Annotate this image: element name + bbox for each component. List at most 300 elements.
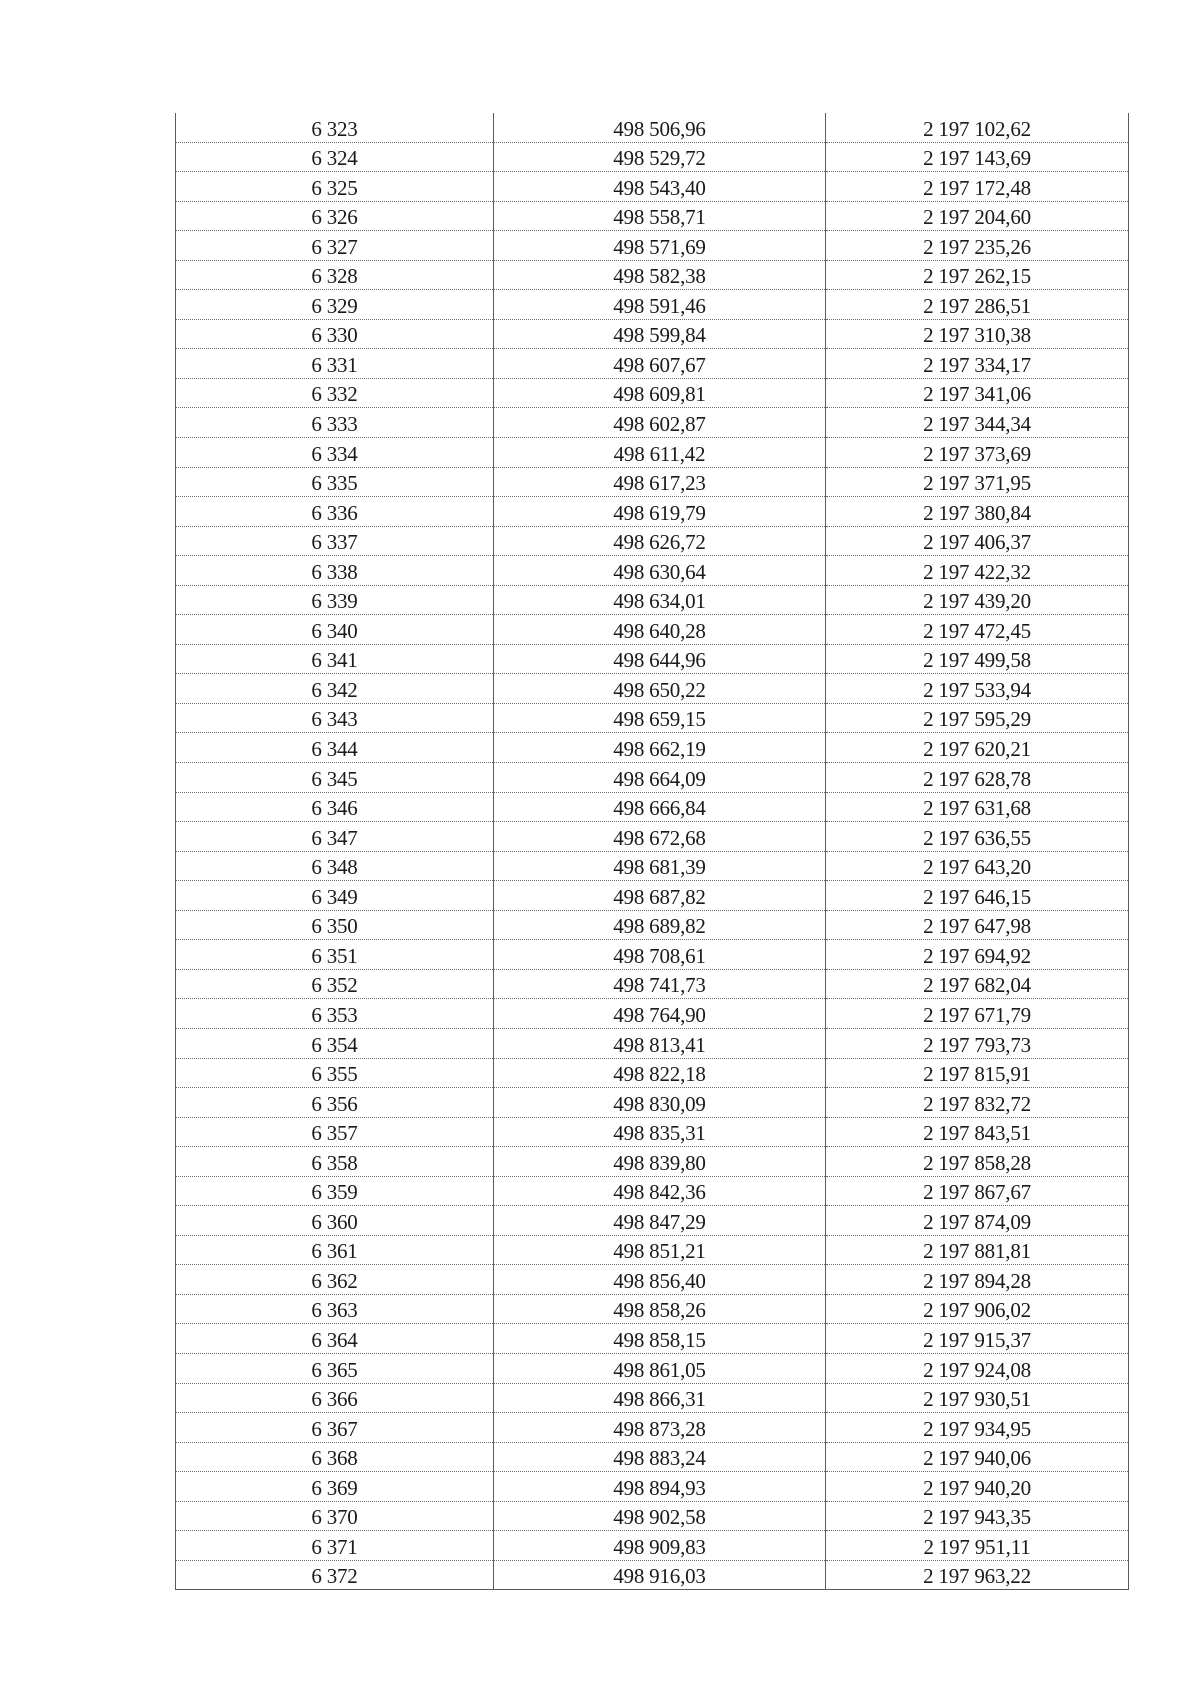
- point-number-cell: [176, 674, 494, 704]
- point-number-cell: [176, 201, 494, 231]
- point-number-value: 6 343: [311, 707, 358, 732]
- x-coordinate-cell: [494, 585, 826, 615]
- y-coordinate-value: 2 197 943,35: [923, 1505, 1031, 1530]
- y-coordinate-cell: [826, 497, 1129, 527]
- point-number-value: 6 349: [311, 884, 358, 909]
- y-coordinate-cell: [826, 467, 1129, 497]
- point-number-cell: [176, 822, 494, 852]
- y-coordinate-cell: [826, 615, 1129, 645]
- point-number-value: 6 323: [311, 116, 358, 141]
- y-coordinate-value: 2 197 874,09: [923, 1209, 1031, 1234]
- y-coordinate-cell: [826, 1058, 1129, 1088]
- y-coordinate-cell: [826, 792, 1129, 822]
- x-coordinate-cell: [494, 822, 826, 852]
- point-number-value: 6 330: [311, 323, 358, 348]
- x-coordinate-value: 498 626,72: [613, 530, 706, 555]
- y-coordinate-cell: [826, 1501, 1129, 1531]
- x-coordinate-cell: [494, 319, 826, 349]
- point-number-cell: [176, 1383, 494, 1413]
- point-number-value: 6 329: [311, 293, 358, 318]
- x-coordinate-value: 498 916,03: [613, 1564, 706, 1589]
- y-coordinate-cell: [826, 999, 1129, 1029]
- point-number-value: 6 368: [311, 1446, 358, 1471]
- x-coordinate-cell: [494, 910, 826, 940]
- y-coordinate-value: 2 197 930,51: [923, 1387, 1031, 1412]
- y-coordinate-cell: [826, 1531, 1129, 1561]
- point-number-value: 6 332: [311, 382, 358, 407]
- point-number-cell: [176, 1560, 494, 1590]
- table-row: [176, 349, 1129, 379]
- y-coordinate-cell: [826, 556, 1129, 586]
- y-coordinate-value: 2 197 235,26: [923, 234, 1031, 259]
- table-row: [176, 763, 1129, 793]
- point-number-cell: [176, 408, 494, 438]
- y-coordinate-value: 2 197 647,98: [923, 914, 1031, 939]
- table-row: [176, 792, 1129, 822]
- x-coordinate-value: 498 609,81: [613, 382, 706, 407]
- x-coordinate-cell: [494, 1294, 826, 1324]
- point-number-value: 6 345: [311, 766, 358, 791]
- point-number-cell: [176, 792, 494, 822]
- point-number-cell: [176, 438, 494, 468]
- x-coordinate-value: 498 883,24: [613, 1446, 706, 1471]
- point-number-cell: [176, 1353, 494, 1383]
- x-coordinate-value: 498 839,80: [613, 1150, 706, 1175]
- y-coordinate-value: 2 197 380,84: [923, 500, 1031, 525]
- point-number-cell: [176, 851, 494, 881]
- point-number-cell: [176, 999, 494, 1029]
- point-number-value: 6 362: [311, 1268, 358, 1293]
- table-row: [176, 319, 1129, 349]
- y-coordinate-cell: [826, 763, 1129, 793]
- x-coordinate-cell: [494, 408, 826, 438]
- point-number-cell: [176, 1324, 494, 1354]
- x-coordinate-cell: [494, 378, 826, 408]
- table-row: [176, 1560, 1129, 1590]
- point-number-cell: [176, 290, 494, 320]
- y-coordinate-cell: [826, 1560, 1129, 1590]
- y-coordinate-cell: [826, 940, 1129, 970]
- y-coordinate-cell: [826, 1294, 1129, 1324]
- y-coordinate-cell: [826, 290, 1129, 320]
- y-coordinate-value: 2 197 406,37: [923, 530, 1031, 555]
- y-coordinate-cell: [826, 910, 1129, 940]
- y-coordinate-value: 2 197 924,08: [923, 1357, 1031, 1382]
- x-coordinate-cell: [494, 556, 826, 586]
- point-number-cell: [176, 763, 494, 793]
- x-coordinate-cell: [494, 172, 826, 202]
- x-coordinate-cell: [494, 644, 826, 674]
- point-number-value: 6 325: [311, 175, 358, 200]
- table-row: [176, 231, 1129, 261]
- point-number-value: 6 346: [311, 796, 358, 821]
- y-coordinate-value: 2 197 472,45: [923, 618, 1031, 643]
- x-coordinate-value: 498 630,64: [613, 559, 706, 584]
- x-coordinate-value: 498 847,29: [613, 1209, 706, 1234]
- table-row: [176, 1501, 1129, 1531]
- y-coordinate-value: 2 197 628,78: [923, 766, 1031, 791]
- point-number-value: 6 348: [311, 855, 358, 880]
- point-number-cell: [176, 585, 494, 615]
- y-coordinate-value: 2 197 310,38: [923, 323, 1031, 348]
- point-number-value: 6 344: [311, 737, 358, 762]
- x-coordinate-cell: [494, 615, 826, 645]
- point-number-cell: [176, 467, 494, 497]
- x-coordinate-value: 498 591,46: [613, 293, 706, 318]
- y-coordinate-value: 2 197 373,69: [923, 441, 1031, 466]
- table-row: [176, 378, 1129, 408]
- point-number-value: 6 359: [311, 1180, 358, 1205]
- y-coordinate-cell: [826, 1235, 1129, 1265]
- point-number-value: 6 336: [311, 500, 358, 525]
- table-row: [176, 497, 1129, 527]
- x-coordinate-cell: [494, 438, 826, 468]
- y-coordinate-cell: [826, 319, 1129, 349]
- x-coordinate-value: 498 529,72: [613, 146, 706, 171]
- point-number-cell: [176, 1265, 494, 1295]
- y-coordinate-cell: [826, 113, 1129, 142]
- point-number-cell: [176, 526, 494, 556]
- point-number-cell: [176, 1442, 494, 1472]
- point-number-cell: [176, 349, 494, 379]
- x-coordinate-value: 498 741,73: [613, 973, 706, 998]
- y-coordinate-value: 2 197 915,37: [923, 1327, 1031, 1352]
- point-number-cell: [176, 172, 494, 202]
- y-coordinate-cell: [826, 201, 1129, 231]
- x-coordinate-value: 498 506,96: [613, 116, 706, 141]
- x-coordinate-cell: [494, 231, 826, 261]
- y-coordinate-cell: [826, 644, 1129, 674]
- x-coordinate-cell: [494, 851, 826, 881]
- table-row: [176, 1383, 1129, 1413]
- table-row: [176, 1028, 1129, 1058]
- y-coordinate-value: 2 197 832,72: [923, 1091, 1031, 1116]
- table-row: [176, 910, 1129, 940]
- point-number-value: 6 338: [311, 559, 358, 584]
- y-coordinate-cell: [826, 260, 1129, 290]
- table-row: [176, 1353, 1129, 1383]
- y-coordinate-cell: [826, 881, 1129, 911]
- point-number-cell: [176, 1531, 494, 1561]
- x-coordinate-cell: [494, 703, 826, 733]
- x-coordinate-value: 498 666,84: [613, 796, 706, 821]
- x-coordinate-cell: [494, 763, 826, 793]
- table-row: [176, 1088, 1129, 1118]
- x-coordinate-value: 498 681,39: [613, 855, 706, 880]
- table-row: [176, 1413, 1129, 1443]
- x-coordinate-cell: [494, 1235, 826, 1265]
- y-coordinate-value: 2 197 262,15: [923, 264, 1031, 289]
- point-number-value: 6 334: [311, 441, 358, 466]
- point-number-value: 6 358: [311, 1150, 358, 1175]
- table-row: [176, 644, 1129, 674]
- table-row: [176, 201, 1129, 231]
- y-coordinate-value: 2 197 963,22: [923, 1564, 1031, 1589]
- point-number-value: 6 371: [311, 1534, 358, 1559]
- x-coordinate-value: 498 842,36: [613, 1180, 706, 1205]
- x-coordinate-cell: [494, 1383, 826, 1413]
- y-coordinate-value: 2 197 439,20: [923, 589, 1031, 614]
- y-coordinate-value: 2 197 682,04: [923, 973, 1031, 998]
- x-coordinate-value: 498 571,69: [613, 234, 706, 259]
- y-coordinate-value: 2 197 894,28: [923, 1268, 1031, 1293]
- y-coordinate-cell: [826, 378, 1129, 408]
- point-number-value: 6 356: [311, 1091, 358, 1116]
- point-number-cell: [176, 260, 494, 290]
- point-number-value: 6 328: [311, 264, 358, 289]
- point-number-cell: [176, 940, 494, 970]
- y-coordinate-cell: [826, 172, 1129, 202]
- x-coordinate-cell: [494, 113, 826, 142]
- point-number-value: 6 370: [311, 1505, 358, 1530]
- table-row: [176, 1058, 1129, 1088]
- point-number-value: 6 367: [311, 1416, 358, 1441]
- y-coordinate-value: 2 197 620,21: [923, 737, 1031, 762]
- x-coordinate-cell: [494, 733, 826, 763]
- x-coordinate-value: 498 543,40: [613, 175, 706, 200]
- y-coordinate-cell: [826, 1176, 1129, 1206]
- x-coordinate-cell: [494, 497, 826, 527]
- point-number-cell: [176, 733, 494, 763]
- point-number-value: 6 333: [311, 412, 358, 437]
- table-row: [176, 969, 1129, 999]
- table-row: [176, 999, 1129, 1029]
- point-number-value: 6 361: [311, 1239, 358, 1264]
- x-coordinate-cell: [494, 142, 826, 172]
- x-coordinate-value: 498 764,90: [613, 1002, 706, 1027]
- point-number-value: 6 366: [311, 1387, 358, 1412]
- x-coordinate-cell: [494, 349, 826, 379]
- table-row: [176, 615, 1129, 645]
- point-number-cell: [176, 1206, 494, 1236]
- y-coordinate-value: 2 197 867,67: [923, 1180, 1031, 1205]
- x-coordinate-cell: [494, 999, 826, 1029]
- table-row: [176, 703, 1129, 733]
- table-row: [176, 733, 1129, 763]
- point-number-value: 6 351: [311, 943, 358, 968]
- table-row: [176, 1176, 1129, 1206]
- y-coordinate-value: 2 197 102,62: [923, 116, 1031, 141]
- x-coordinate-value: 498 687,82: [613, 884, 706, 909]
- x-coordinate-value: 498 851,21: [613, 1239, 706, 1264]
- point-number-value: 6 341: [311, 648, 358, 673]
- x-coordinate-value: 498 894,93: [613, 1475, 706, 1500]
- x-coordinate-cell: [494, 1560, 826, 1590]
- y-coordinate-cell: [826, 1028, 1129, 1058]
- x-coordinate-cell: [494, 1147, 826, 1177]
- x-coordinate-cell: [494, 792, 826, 822]
- table-row: [176, 1324, 1129, 1354]
- y-coordinate-cell: [826, 1265, 1129, 1295]
- x-coordinate-value: 498 662,19: [613, 737, 706, 762]
- y-coordinate-value: 2 197 940,20: [923, 1475, 1031, 1500]
- table-row: [176, 467, 1129, 497]
- y-coordinate-cell: [826, 851, 1129, 881]
- y-coordinate-value: 2 197 934,95: [923, 1416, 1031, 1441]
- x-coordinate-cell: [494, 1324, 826, 1354]
- point-number-cell: [176, 910, 494, 940]
- table-row: [176, 1147, 1129, 1177]
- x-coordinate-value: 498 640,28: [613, 618, 706, 643]
- y-coordinate-value: 2 197 533,94: [923, 677, 1031, 702]
- x-coordinate-value: 498 617,23: [613, 471, 706, 496]
- x-coordinate-value: 498 813,41: [613, 1032, 706, 1057]
- table-row: [176, 1531, 1129, 1561]
- x-coordinate-value: 498 858,15: [613, 1327, 706, 1352]
- y-coordinate-cell: [826, 703, 1129, 733]
- x-coordinate-value: 498 689,82: [613, 914, 706, 939]
- point-number-cell: [176, 1472, 494, 1502]
- table-row: [176, 526, 1129, 556]
- table-row: [176, 881, 1129, 911]
- table-row: [176, 822, 1129, 852]
- x-coordinate-value: 498 664,09: [613, 766, 706, 791]
- y-coordinate-cell: [826, 1117, 1129, 1147]
- y-coordinate-cell: [826, 969, 1129, 999]
- coordinates-table: [175, 113, 1129, 1590]
- y-coordinate-cell: [826, 1383, 1129, 1413]
- y-coordinate-value: 2 197 881,81: [923, 1239, 1031, 1264]
- x-coordinate-value: 498 602,87: [613, 412, 706, 437]
- x-coordinate-cell: [494, 1117, 826, 1147]
- x-coordinate-value: 498 634,01: [613, 589, 706, 614]
- table-row: [176, 260, 1129, 290]
- point-number-value: 6 327: [311, 234, 358, 259]
- table-row: [176, 674, 1129, 704]
- x-coordinate-value: 498 856,40: [613, 1268, 706, 1293]
- x-coordinate-value: 498 611,42: [613, 441, 706, 466]
- point-number-cell: [176, 1176, 494, 1206]
- x-coordinate-value: 498 650,22: [613, 677, 706, 702]
- x-coordinate-value: 498 582,38: [613, 264, 706, 289]
- point-number-cell: [176, 1028, 494, 1058]
- point-number-cell: [176, 615, 494, 645]
- y-coordinate-cell: [826, 526, 1129, 556]
- y-coordinate-value: 2 197 595,29: [923, 707, 1031, 732]
- point-number-value: 6 339: [311, 589, 358, 614]
- point-number-value: 6 363: [311, 1298, 358, 1323]
- y-coordinate-cell: [826, 1442, 1129, 1472]
- y-coordinate-value: 2 197 422,32: [923, 559, 1031, 584]
- x-coordinate-value: 498 830,09: [613, 1091, 706, 1116]
- x-coordinate-value: 498 861,05: [613, 1357, 706, 1382]
- point-number-value: 6 347: [311, 825, 358, 850]
- y-coordinate-cell: [826, 408, 1129, 438]
- y-coordinate-cell: [826, 1088, 1129, 1118]
- y-coordinate-value: 2 197 499,58: [923, 648, 1031, 673]
- point-number-cell: [176, 1294, 494, 1324]
- table-row: [176, 1235, 1129, 1265]
- x-coordinate-cell: [494, 1028, 826, 1058]
- x-coordinate-cell: [494, 1442, 826, 1472]
- y-coordinate-cell: [826, 674, 1129, 704]
- y-coordinate-cell: [826, 1413, 1129, 1443]
- point-number-cell: [176, 497, 494, 527]
- point-number-value: 6 364: [311, 1327, 358, 1352]
- y-coordinate-value: 2 197 940,06: [923, 1446, 1031, 1471]
- table-row: [176, 408, 1129, 438]
- x-coordinate-cell: [494, 201, 826, 231]
- point-number-value: 6 350: [311, 914, 358, 939]
- y-coordinate-cell: [826, 822, 1129, 852]
- y-coordinate-value: 2 197 951,11: [923, 1534, 1031, 1559]
- y-coordinate-cell: [826, 1324, 1129, 1354]
- y-coordinate-value: 2 197 204,60: [923, 205, 1031, 230]
- y-coordinate-value: 2 197 793,73: [923, 1032, 1031, 1057]
- x-coordinate-cell: [494, 1265, 826, 1295]
- coordinates-table-body: [176, 113, 1129, 1590]
- y-coordinate-value: 2 197 671,79: [923, 1002, 1031, 1027]
- point-number-cell: [176, 1235, 494, 1265]
- x-coordinate-cell: [494, 526, 826, 556]
- x-coordinate-value: 498 644,96: [613, 648, 706, 673]
- y-coordinate-value: 2 197 341,06: [923, 382, 1031, 407]
- table-row: [176, 940, 1129, 970]
- x-coordinate-value: 498 708,61: [613, 943, 706, 968]
- x-coordinate-cell: [494, 1206, 826, 1236]
- point-number-value: 6 340: [311, 618, 358, 643]
- y-coordinate-value: 2 197 843,51: [923, 1121, 1031, 1146]
- point-number-value: 6 353: [311, 1002, 358, 1027]
- x-coordinate-value: 498 558,71: [613, 205, 706, 230]
- y-coordinate-value: 2 197 334,17: [923, 352, 1031, 377]
- table-row: [176, 1294, 1129, 1324]
- x-coordinate-value: 498 866,31: [613, 1387, 706, 1412]
- y-coordinate-cell: [826, 1472, 1129, 1502]
- point-number-value: 6 342: [311, 677, 358, 702]
- point-number-value: 6 324: [311, 146, 358, 171]
- point-number-value: 6 355: [311, 1062, 358, 1087]
- y-coordinate-value: 2 197 172,48: [923, 175, 1031, 200]
- x-coordinate-cell: [494, 1088, 826, 1118]
- point-number-cell: [176, 1058, 494, 1088]
- x-coordinate-value: 498 599,84: [613, 323, 706, 348]
- table-row: [176, 142, 1129, 172]
- table-row: [176, 290, 1129, 320]
- x-coordinate-value: 498 672,68: [613, 825, 706, 850]
- y-coordinate-value: 2 197 906,02: [923, 1298, 1031, 1323]
- y-coordinate-cell: [826, 231, 1129, 261]
- point-number-value: 6 369: [311, 1475, 358, 1500]
- point-number-value: 6 331: [311, 352, 358, 377]
- point-number-value: 6 360: [311, 1209, 358, 1234]
- y-coordinate-cell: [826, 1147, 1129, 1177]
- x-coordinate-cell: [494, 260, 826, 290]
- y-coordinate-value: 2 197 643,20: [923, 855, 1031, 880]
- table-row: [176, 1117, 1129, 1147]
- x-coordinate-value: 498 659,15: [613, 707, 706, 732]
- x-coordinate-cell: [494, 1472, 826, 1502]
- x-coordinate-value: 498 902,58: [613, 1505, 706, 1530]
- y-coordinate-value: 2 197 371,95: [923, 471, 1031, 496]
- y-coordinate-cell: [826, 438, 1129, 468]
- point-number-cell: [176, 378, 494, 408]
- y-coordinate-value: 2 197 286,51: [923, 293, 1031, 318]
- x-coordinate-cell: [494, 674, 826, 704]
- point-number-cell: [176, 1088, 494, 1118]
- point-number-value: 6 326: [311, 205, 358, 230]
- table-row: [176, 438, 1129, 468]
- y-coordinate-value: 2 197 631,68: [923, 796, 1031, 821]
- x-coordinate-cell: [494, 1058, 826, 1088]
- point-number-value: 6 335: [311, 471, 358, 496]
- x-coordinate-value: 498 835,31: [613, 1121, 706, 1146]
- y-coordinate-cell: [826, 585, 1129, 615]
- point-number-value: 6 354: [311, 1032, 358, 1057]
- point-number-cell: [176, 1501, 494, 1531]
- x-coordinate-cell: [494, 1413, 826, 1443]
- y-coordinate-value: 2 197 694,92: [923, 943, 1031, 968]
